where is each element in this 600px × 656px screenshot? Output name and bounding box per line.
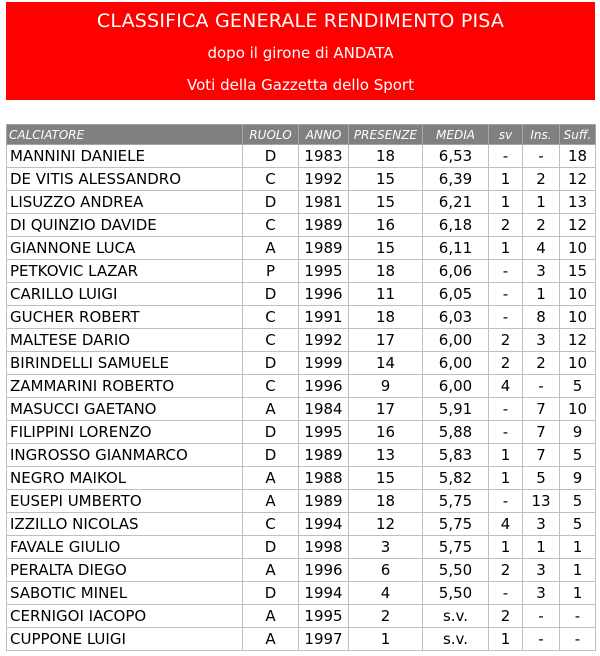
cell-sv: 2 [489,214,523,237]
cell-media: 6,39 [423,168,489,191]
cell-anno: 1995 [299,260,349,283]
cell-media: 5,83 [423,444,489,467]
cell-suff: 1 [560,582,596,605]
cell-presenze: 17 [349,329,423,352]
table-row [7,329,596,352]
cell-sv: 2 [489,329,523,352]
page-subtitle: dopo il girone di ANDATA [207,44,394,62]
cell-ruolo: D [243,145,299,168]
cell-calciatore: LISUZZO ANDREA [7,191,243,214]
cell-presenze: 18 [349,306,423,329]
cell-ins: 1 [523,536,560,559]
cell-calciatore: FILIPPINI LORENZO [7,421,243,444]
title-banner [6,2,595,100]
cell-calciatore: PERALTA DIEGO [7,559,243,582]
cell-presenze: 6 [349,559,423,582]
cell-sv: 4 [489,375,523,398]
cell-presenze: 2 [349,605,423,628]
cell-ins: 3 [523,260,560,283]
cell-suff: 1 [560,536,596,559]
cell-suff: 10 [560,352,596,375]
cell-calciatore: SABOTIC MINEL [7,582,243,605]
cell-media: 5,50 [423,559,489,582]
cell-presenze: 9 [349,375,423,398]
cell-anno: 1984 [299,398,349,421]
cell-calciatore: PETKOVIC LAZAR [7,260,243,283]
cell-media: 5,75 [423,513,489,536]
column-header-calciatore: CALCIATORE [7,125,243,145]
cell-sv: 4 [489,513,523,536]
cell-sv: - [489,145,523,168]
cell-ruolo: A [243,605,299,628]
cell-presenze: 15 [349,168,423,191]
cell-sv: - [489,582,523,605]
ranking-table [6,124,596,651]
table-row [7,559,596,582]
cell-presenze: 16 [349,421,423,444]
cell-suff: 5 [560,444,596,467]
table-row [7,605,596,628]
table-row [7,283,596,306]
cell-suff: 9 [560,421,596,444]
cell-presenze: 12 [349,513,423,536]
cell-suff: 1 [560,559,596,582]
cell-ruolo: C [243,168,299,191]
cell-ins: 7 [523,421,560,444]
table-row [7,260,596,283]
cell-ruolo: D [243,421,299,444]
cell-presenze: 15 [349,467,423,490]
cell-calciatore: CERNIGOI IACOPO [7,605,243,628]
page-title: CLASSIFICA GENERALE RENDIMENTO PISA [96,10,505,32]
cell-media: s.v. [423,605,489,628]
cell-media: 5,82 [423,467,489,490]
cell-calciatore: INGROSSO GIANMARCO [7,444,243,467]
cell-media: 5,75 [423,536,489,559]
cell-presenze: 18 [349,260,423,283]
table-row [7,421,596,444]
table-row [7,214,596,237]
cell-suff: 10 [560,237,596,260]
cell-presenze: 18 [349,145,423,168]
cell-anno: 1996 [299,375,349,398]
cell-sv: 2 [489,605,523,628]
cell-suff: 5 [560,375,596,398]
cell-anno: 1998 [299,536,349,559]
cell-ins: - [523,375,560,398]
cell-ins: 2 [523,352,560,375]
cell-calciatore: MANNINI DANIELE [7,145,243,168]
table-row [7,145,596,168]
cell-ruolo: A [243,398,299,421]
cell-suff: 5 [560,490,596,513]
cell-anno: 1994 [299,582,349,605]
cell-calciatore: EUSEPI UMBERTO [7,490,243,513]
cell-suff: 18 [560,145,596,168]
cell-anno: 1991 [299,306,349,329]
table-row [7,628,596,651]
source-note: Voti della Gazzetta dello Sport [187,76,414,94]
cell-anno: 1995 [299,421,349,444]
cell-anno: 1995 [299,605,349,628]
cell-ins: 13 [523,490,560,513]
cell-ins: 7 [523,444,560,467]
cell-sv: 1 [489,628,523,651]
cell-presenze: 11 [349,283,423,306]
cell-sv: - [489,421,523,444]
table-row [7,398,596,421]
cell-calciatore: CUPPONE LUIGI [7,628,243,651]
cell-calciatore: GUCHER ROBERT [7,306,243,329]
table-row [7,191,596,214]
cell-media: 6,18 [423,214,489,237]
table-row [7,582,596,605]
cell-sv: 1 [489,168,523,191]
cell-ruolo: A [243,490,299,513]
cell-presenze: 15 [349,237,423,260]
cell-media: 6,00 [423,352,489,375]
cell-sv: - [489,306,523,329]
cell-ins: 1 [523,191,560,214]
table-row [7,513,596,536]
cell-media: 6,11 [423,237,489,260]
cell-calciatore: BIRINDELLI SAMUELE [7,352,243,375]
cell-presenze: 15 [349,191,423,214]
cell-suff: 10 [560,398,596,421]
cell-ruolo: A [243,559,299,582]
cell-anno: 1983 [299,145,349,168]
cell-media: 6,00 [423,375,489,398]
cell-ruolo: P [243,260,299,283]
cell-media: 6,21 [423,191,489,214]
cell-calciatore: MALTESE DARIO [7,329,243,352]
cell-ins: 3 [523,582,560,605]
cell-anno: 1989 [299,490,349,513]
cell-suff: 5 [560,513,596,536]
cell-calciatore: NEGRO MAIKOL [7,467,243,490]
cell-calciatore: FAVALE GIULIO [7,536,243,559]
cell-anno: 1989 [299,214,349,237]
cell-sv: 1 [489,237,523,260]
cell-ruolo: D [243,352,299,375]
cell-media: 5,50 [423,582,489,605]
cell-ins: 1 [523,283,560,306]
cell-calciatore: GIANNONE LUCA [7,237,243,260]
cell-media: 5,88 [423,421,489,444]
cell-anno: 1996 [299,283,349,306]
cell-suff: - [560,628,596,651]
cell-anno: 1992 [299,329,349,352]
cell-suff: 10 [560,283,596,306]
cell-sv: 2 [489,559,523,582]
cell-ruolo: D [243,536,299,559]
cell-sv: - [489,260,523,283]
cell-ruolo: A [243,237,299,260]
column-header-sv: sv [489,125,523,145]
cell-media: 5,91 [423,398,489,421]
table-row [7,375,596,398]
cell-ruolo: C [243,513,299,536]
cell-presenze: 3 [349,536,423,559]
cell-ins: - [523,628,560,651]
cell-presenze: 4 [349,582,423,605]
cell-anno: 1981 [299,191,349,214]
cell-media: 5,75 [423,490,489,513]
cell-sv: - [489,283,523,306]
cell-presenze: 18 [349,490,423,513]
cell-calciatore: DI QUINZIO DAVIDE [7,214,243,237]
cell-sv: 1 [489,444,523,467]
cell-ins: 8 [523,306,560,329]
cell-presenze: 14 [349,352,423,375]
cell-suff: 9 [560,467,596,490]
column-header-media: MEDIA [423,125,489,145]
cell-sv: 1 [489,467,523,490]
cell-ruolo: D [243,283,299,306]
cell-presenze: 16 [349,214,423,237]
cell-ins: 2 [523,214,560,237]
cell-anno: 1989 [299,444,349,467]
cell-suff: 13 [560,191,596,214]
cell-ruolo: A [243,467,299,490]
cell-anno: 1989 [299,237,349,260]
cell-anno: 1992 [299,168,349,191]
table-row [7,490,596,513]
cell-ruolo: D [243,582,299,605]
table-row [7,168,596,191]
cell-ruolo: C [243,306,299,329]
cell-anno: 1994 [299,513,349,536]
table-row [7,467,596,490]
cell-suff: 12 [560,329,596,352]
cell-suff: 10 [560,306,596,329]
cell-calciatore: ZAMMARINI ROBERTO [7,375,243,398]
cell-ins: 3 [523,559,560,582]
cell-anno: 1988 [299,467,349,490]
table-row [7,352,596,375]
column-header-presenze: PRESENZE [349,125,423,145]
cell-anno: 1996 [299,559,349,582]
cell-calciatore: CARILLO LUIGI [7,283,243,306]
cell-ruolo: D [243,444,299,467]
cell-sv: 1 [489,191,523,214]
cell-presenze: 1 [349,628,423,651]
cell-sv: - [489,398,523,421]
column-header-anno: ANNO [299,125,349,145]
cell-ins: - [523,605,560,628]
table-body [7,145,596,651]
table-row [7,536,596,559]
cell-sv: - [489,490,523,513]
cell-media: 6,06 [423,260,489,283]
cell-ins: 4 [523,237,560,260]
cell-presenze: 17 [349,398,423,421]
cell-media: 6,03 [423,306,489,329]
cell-media: 6,00 [423,329,489,352]
cell-sv: 1 [489,536,523,559]
cell-suff: - [560,605,596,628]
cell-ruolo: C [243,214,299,237]
cell-ins: 5 [523,467,560,490]
column-header-ruolo: RUOLO [243,125,299,145]
cell-ruolo: C [243,329,299,352]
column-header-suff: Suff. [560,125,596,145]
cell-ins: 2 [523,168,560,191]
cell-anno: 1999 [299,352,349,375]
cell-ruolo: D [243,191,299,214]
cell-presenze: 13 [349,444,423,467]
cell-suff: 12 [560,168,596,191]
cell-media: s.v. [423,628,489,651]
cell-sv: 2 [489,352,523,375]
cell-media: 6,53 [423,145,489,168]
table-row [7,306,596,329]
cell-ins: 3 [523,513,560,536]
cell-ins: 3 [523,329,560,352]
column-header-ins: Ins. [523,125,560,145]
cell-suff: 12 [560,214,596,237]
table-row [7,237,596,260]
table-row [7,444,596,467]
cell-ins: 7 [523,398,560,421]
cell-calciatore: DE VITIS ALESSANDRO [7,168,243,191]
cell-calciatore: IZZILLO NICOLAS [7,513,243,536]
cell-calciatore: MASUCCI GAETANO [7,398,243,421]
cell-media: 6,05 [423,283,489,306]
cell-ins: - [523,145,560,168]
cell-suff: 15 [560,260,596,283]
cell-anno: 1997 [299,628,349,651]
table-header-row [7,125,596,145]
cell-ruolo: C [243,375,299,398]
cell-ruolo: A [243,628,299,651]
